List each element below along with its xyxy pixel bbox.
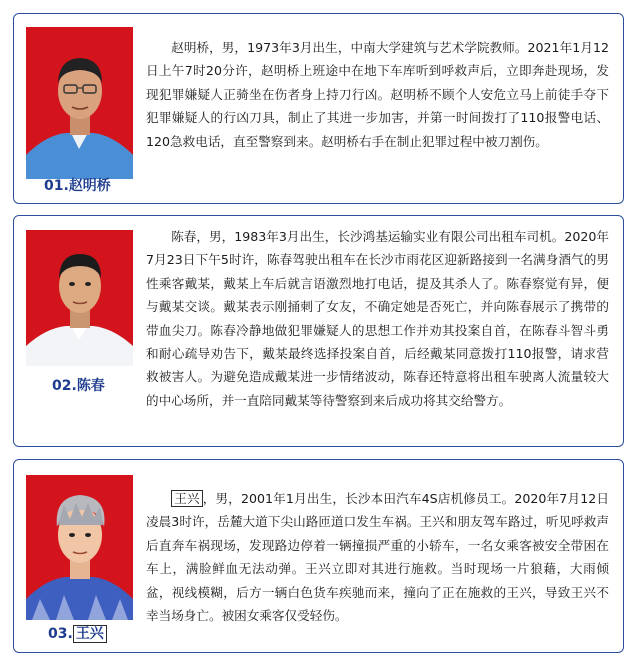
profile-bio bbox=[146, 36, 609, 153]
portrait-photo bbox=[26, 27, 133, 179]
photo-caption bbox=[44, 175, 111, 195]
caption-name: 陈春 bbox=[76, 378, 105, 394]
caption-name: 赵明桥 bbox=[68, 178, 111, 194]
bio-name: 赵明桥 bbox=[171, 40, 210, 55]
caption-number: 01. bbox=[44, 178, 69, 194]
portrait-photo bbox=[26, 475, 133, 620]
profile-bio bbox=[146, 225, 609, 412]
portrait-photo bbox=[26, 230, 133, 366]
caption-number: 02. bbox=[52, 378, 77, 394]
profile-card-1 bbox=[13, 13, 624, 204]
bio-name: 王兴 bbox=[171, 490, 203, 507]
bio-text: ，男，1983年3月出生，长沙鸿基运输实业有限公司出租车司机。2020年7月23日下午5时许，陈春驾驶出租车在长沙市雨花区迎新路接到一名满身酒气的男性乘客戴某，戴某上车后就言语激烈地打电话，提及其杀人了。陈春察觉有异，便与戴某交谈。戴某表示刚捅刺了女友，不确定她是否死亡，并向陈春展示了携带的带血尖刀。陈春冷静地做犯罪嫌疑人的思想工作并劝其投案自首，在陈春斗智斗勇和耐心疏导劝告下，戴某最终选择投案自首，后经戴某同意拨打110报警，请求营救被害人。为避免造成戴某进一步情绪波动，陈春还特意将出租车驶离人流量较大的中心场所，并一直陪同戴某等待警察到来后成功将其交给警方。 bbox=[146, 229, 609, 408]
caption-name: 王兴 bbox=[73, 625, 107, 643]
profile-bio bbox=[146, 487, 609, 627]
profile-card-2 bbox=[13, 215, 624, 447]
bio-name: 陈春 bbox=[171, 229, 197, 244]
caption-number: 03. bbox=[48, 626, 73, 642]
photo-caption bbox=[48, 623, 107, 643]
profile-card-3 bbox=[13, 459, 624, 653]
bio-text: ，男，2001年1月出生，长沙本田汽车4S店机修员工。2020年7月12日凌晨3时许，岳麓大道下尖山路匝道口发生车祸。王兴和朋友驾车路过，听见呼救声后直奔车祸现场，发现路边停着一辆撞损严重的小轿车，一名女乘客被安全带困在车上，满脸鲜血无法动弹。王兴立即对其进行施救。当时现场一片狼藉，大雨倾盆，视线模糊，后方一辆白色货车疾驰而来，撞向了正在施救的王兴，导致王兴不幸当场身亡。被困女乘客仅受轻伤。 bbox=[146, 491, 609, 624]
photo-caption bbox=[52, 375, 105, 395]
bio-text: ，男，1973年3月出生，中南大学建筑与艺术学院教师。2021年1月12日上午7时20分许，赵明桥上班途中在地下车库听到呼救声后，立即奔赴现场，发现犯罪嫌疑人正骑坐在伤者身上持刀行凶。赵明桥不顾个人安危立马上前徒手夺下犯罪嫌疑人的行凶刀具，制止了其进一步加害，并第一时间拨打了110报警电话、120急救电话，直至警察到来。赵明桥右手在制止犯罪过程中被刀割伤。 bbox=[146, 40, 610, 149]
